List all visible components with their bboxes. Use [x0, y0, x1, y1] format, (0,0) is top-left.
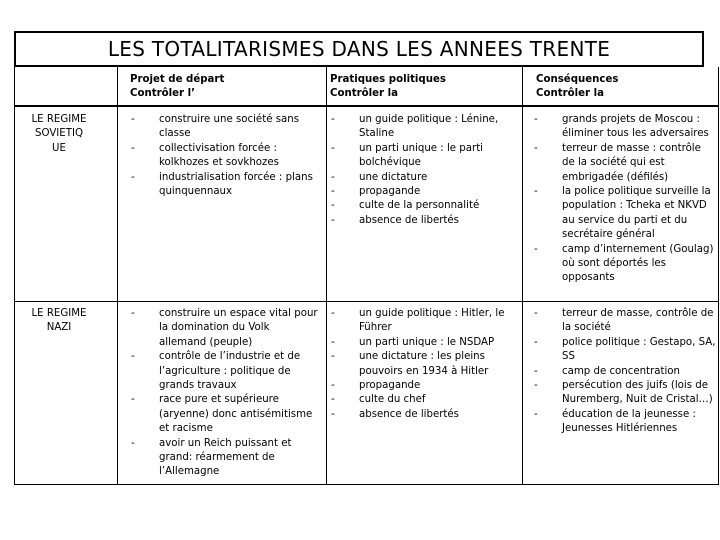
- table-col-divider: [522, 67, 523, 485]
- list-item: - contrôle de l’industrie et de l’agriculture : politique de grands travaux: [130, 350, 320, 393]
- title-box: [14, 31, 704, 67]
- column-header-line: Contrôler la: [330, 88, 398, 100]
- list-item: - un guide politique : Hitler, le Führer: [330, 307, 518, 336]
- column-header-projet: [130, 73, 320, 102]
- list-item: - camp d’internement (Goulag) où sont déportés les opposants: [533, 243, 716, 286]
- list-item: - la police politique surveille la population : Tcheka et NKVD au service du parti et du secrétaire général: [533, 185, 716, 243]
- list-item: - un guide politique : Lénine, Staline: [330, 113, 518, 142]
- table-row-divider: [14, 301, 719, 302]
- row-header-line: LE REGIME: [31, 114, 87, 125]
- table-border-right: [718, 67, 719, 485]
- table-border-left: [14, 67, 15, 485]
- cell-nazi-consequences: [533, 307, 716, 437]
- list-item: - un parti unique : le NSDAP: [330, 336, 518, 350]
- row-header-line: SOVIETIQ: [35, 128, 83, 140]
- list-item: - race pure et supérieure (aryenne) donc antisémitisme et racisme: [130, 393, 320, 436]
- list-item: - une dictature: [330, 171, 518, 185]
- list-item: - culte de la personnalité: [330, 199, 518, 213]
- list-item: - construire un espace vital pour la domination du Volk allemand (peuple): [130, 307, 320, 350]
- list-item: - un parti unique : le parti bolchévique: [330, 142, 518, 171]
- list-item: - police politique : Gestapo, SA, SS: [533, 336, 716, 365]
- row-header-line: LE REGIME: [31, 308, 87, 319]
- list-item: - absence de libertés: [330, 214, 518, 228]
- list-item: - propagande: [330, 379, 518, 393]
- table-header-divider: [14, 105, 719, 107]
- column-header-pratiques: [330, 73, 516, 102]
- comparison-table: [14, 67, 719, 485]
- row-header-line: UE: [52, 142, 66, 154]
- list-item: - camp de concentration: [533, 365, 716, 379]
- list-item: - collectivisation forcée : kolkhozes et sovkhozes: [130, 142, 320, 171]
- table-border-bottom: [14, 484, 719, 485]
- cell-soviet-projet: [130, 113, 320, 199]
- list-item: - avoir un Reich puissant et grand: réarmement de l’Allemagne: [130, 437, 320, 480]
- list-item: - culte du chef: [330, 393, 518, 407]
- list-item: - absence de libertés: [330, 408, 518, 422]
- cell-nazi-pratiques: [330, 307, 518, 422]
- list-item: - propagande: [330, 185, 518, 199]
- list-item: - industrialisation forcée : plans quinquennaux: [130, 171, 320, 200]
- row-header-soviet: [18, 113, 100, 156]
- column-header-line: Contrôler la: [536, 88, 604, 100]
- list-item: - éducation de la jeunesse : Jeunesses Hitlériennes: [533, 408, 716, 437]
- table-col-divider: [117, 67, 118, 485]
- list-item: - persécution des juifs (lois de Nuremberg, Nuit de Cristal…): [533, 379, 716, 408]
- column-header-line: Contrôler l’: [130, 88, 195, 100]
- list-item: - une dictature : les pleins pouvoirs en 1934 à Hitler: [330, 350, 518, 379]
- row-header-line: NAZI: [46, 322, 72, 334]
- list-item: - terreur de masse : contrôle de la société qui est embrigadée (défilés): [533, 142, 716, 185]
- cell-soviet-pratiques: [330, 113, 518, 228]
- list-item: - construire une société sans classe: [130, 113, 320, 142]
- column-header-line: Conséquences: [536, 74, 619, 85]
- cell-soviet-consequences: [533, 113, 716, 286]
- table-col-divider: [326, 67, 327, 485]
- list-item: - grands projets de Moscou : éliminer tous les adversaires: [533, 113, 716, 142]
- row-header-nazi: [18, 307, 100, 336]
- column-header-line: Pratiques politiques: [330, 74, 446, 85]
- column-header-line: Projet de départ: [130, 74, 225, 85]
- list-item: - terreur de masse, contrôle de la société: [533, 307, 716, 336]
- column-header-consequences: [536, 73, 716, 102]
- cell-nazi-projet: [130, 307, 320, 480]
- page-title: LES TOTALITARISMES DANS LES ANNEES TRENTE: [107, 37, 611, 61]
